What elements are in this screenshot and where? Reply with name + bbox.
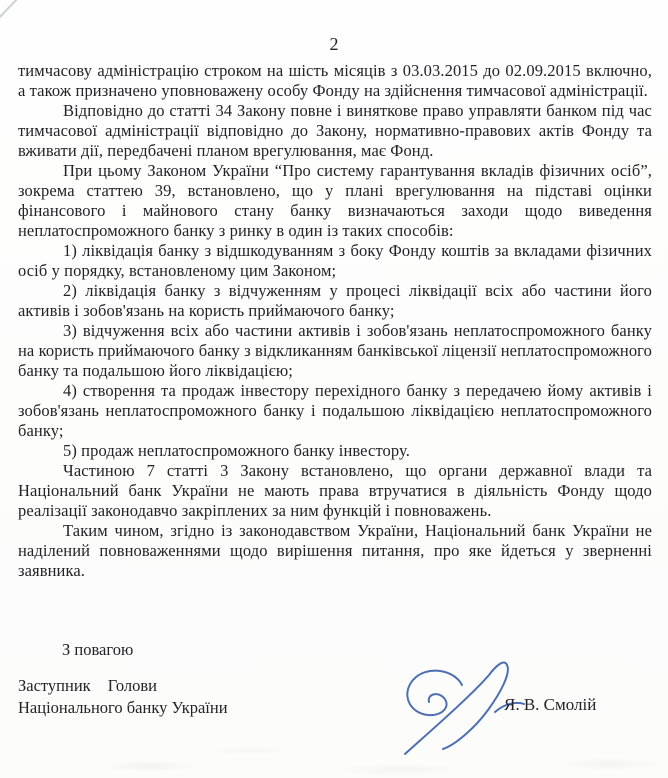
body-paragraph: тимчасову адміністрацію строком на шість місяців з 03.03.2015 до 02.09.2015 включно, а також призначено уповноважену особу Фонду на здійснення тимчасової адміністрації. — [18, 61, 652, 100]
body-paragraph: Частиною 7 статті 3 Закону встановлено, що органи державної влади та Національний банк України не мають права втручатися в діяльність Фонду щодо реалізації законодавчо закріплених за ним функцій і повноважень. — [18, 461, 652, 520]
scan-smudge-artifact — [0, 736, 668, 778]
signer-title-line1: Заступник Голови — [18, 676, 158, 695]
body-paragraph-list-item-2: 2) ліквідація банку з відчуженням у процесі ліквідації всіх або частини його активів і зобов'язань на користь приймаючого банку; — [18, 281, 652, 320]
body-paragraph-list-item-3: 3) відчуження всіх або частини активів і зобов'язань неплатоспроможного банку на користь приймаючого банку з відкликанням банківської ліцензії неплатоспроможного банку та подальшою його ліквідацією; — [18, 321, 652, 380]
body-paragraph: Таким чином, згідно із законодавством України, Національний банк України не наділений повноваженнями щодо вирішення питання, про яке йдеться у зверненні заявника. — [18, 521, 652, 580]
page-number: 2 — [329, 34, 339, 54]
signer-name: Я. В. Смолій — [504, 695, 597, 714]
body-paragraph-list-item-1: 1) ліквідація банку з відшкодуванням з боку Фонду коштів за вкладами фізичних осіб у порядку, встановленому цим Законом; — [18, 241, 652, 280]
letter-body — [18, 61, 652, 581]
body-paragraph-list-item-4: 4) створення та продаж інвестору перехідного банку з передачею йому активів і зобов'язань неплатоспроможного банку і подальшою ліквідацією неплатоспроможного банку; — [18, 381, 652, 440]
closing-salutation: З повагою — [62, 640, 134, 659]
signer-title-line2: Національного банку України — [18, 697, 228, 717]
signer-title-block — [18, 675, 228, 718]
body-paragraph-list-item-5: 5) продаж неплатоспроможного банку інвестору. — [63, 441, 410, 460]
body-paragraph: При цьому Законом України “Про систему гарантування вкладів фізичних осіб”, зокрема статтею 39, встановлено, що у плані врегулювання на підставі оцінки фінансового і майнового стану банку визначаються заходи щодо виведення неплатоспроможного банку з ринку в один із таких способів: — [18, 161, 652, 240]
body-paragraph: Відповідно до статті 34 Закону повне і виняткове право управляти банком під час тимчасової адміністрації відповідно до Закону, нормативно-правових актів Фонду та вживати дії, передбачені планом врегулювання, має Фонд. — [18, 101, 652, 160]
